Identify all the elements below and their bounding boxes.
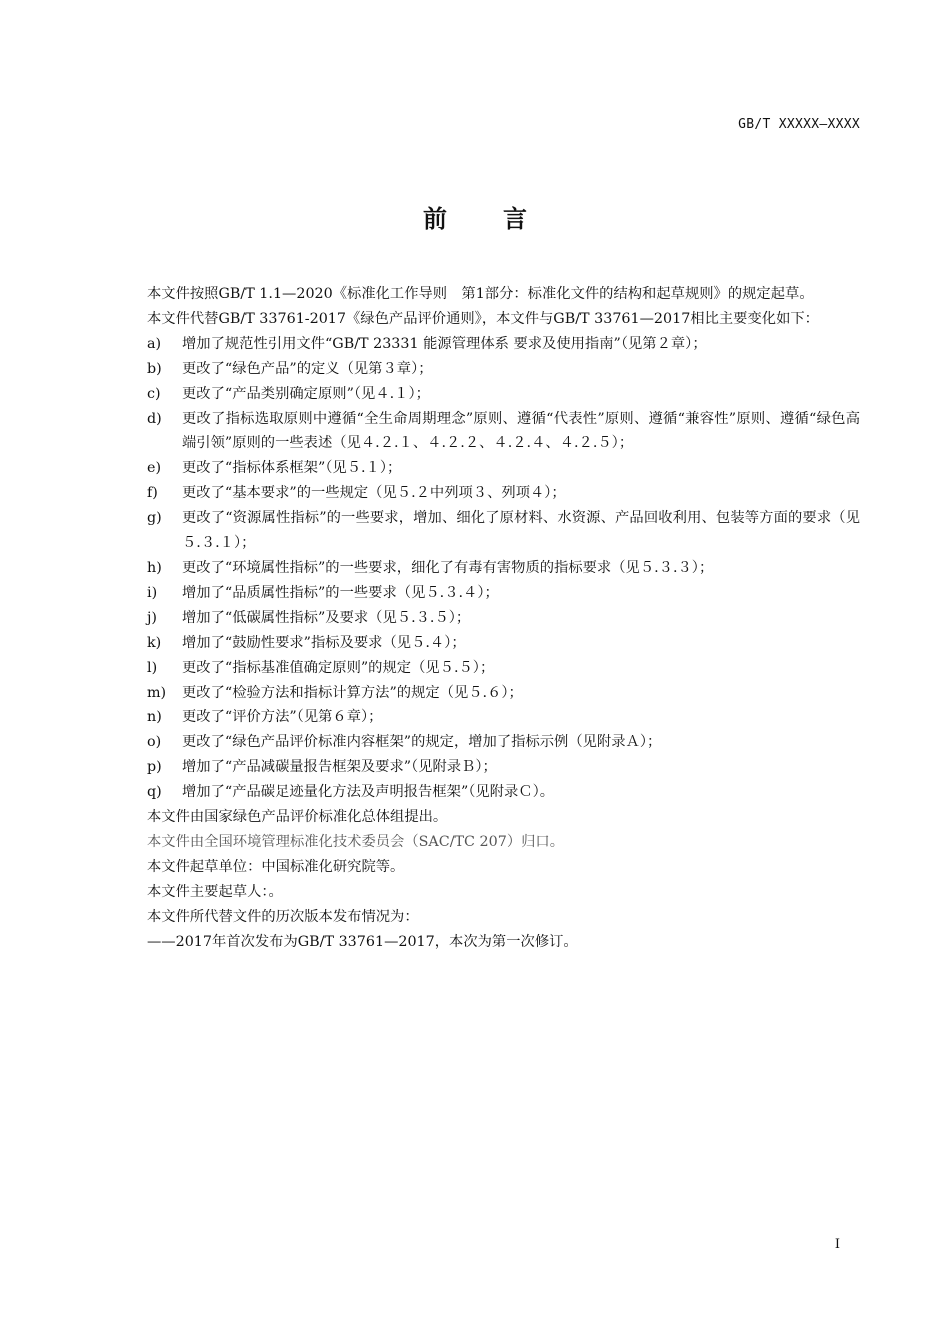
list-item-text: 更改了“绿色产品评价标准内容框架”的规定，增加了指标示例（见附录Ａ）； — [182, 734, 662, 751]
list-item-text: 更改了指标选取原则中遵循“全生命周期理念”原则、遵循“代表性”原则、遵循“兼容性”原则、遵循“绿色高端引领”原则的一些表述（见４.２.１、４.２.２、４.２.４、４.２.５）； — [182, 410, 860, 452]
list-marker: e) — [147, 460, 162, 477]
list-marker: o) — [147, 734, 162, 751]
list-item-text: 增加了“产品碳足迹量化方法及声明报告框架”（见附录Ｃ）。 — [182, 784, 555, 801]
list-marker: q) — [147, 784, 162, 801]
list-marker: b) — [147, 360, 162, 377]
list-item — [113, 556, 860, 581]
list-item — [113, 382, 860, 407]
list-item-text: 增加了规范性引用文件“GB/T 23331 能源管理体系 要求及使用指南”（见第２章）； — [182, 335, 707, 352]
list-item — [113, 581, 860, 606]
list-item-text: 更改了“产品类别确定原则”（见４.１）； — [182, 385, 430, 402]
list-item — [113, 631, 860, 656]
list-item — [113, 456, 860, 481]
list-item-text: 更改了“指标基准值确定原则”的规定（见５.５）； — [182, 659, 495, 676]
committee-statement: 本文件由全国环境管理标准化技术委员会（SAC/TC 207）归口。 — [147, 833, 565, 850]
page-number: I — [834, 1237, 840, 1252]
list-item — [113, 332, 860, 357]
drafters-statement: 本文件主要起草人：。 — [147, 883, 283, 900]
list-marker: a) — [147, 335, 162, 352]
list-marker: n) — [147, 709, 162, 726]
list-item — [113, 681, 860, 706]
list-marker: h) — [147, 559, 162, 576]
list-marker: p) — [147, 759, 162, 776]
list-item-text: 增加了“低碳属性指标”及要求（见５.３.５）； — [182, 609, 471, 626]
list-marker: j) — [147, 609, 158, 626]
list-marker: f) — [147, 485, 158, 502]
list-marker: m) — [147, 684, 167, 701]
list-marker: g) — [147, 510, 162, 527]
list-item-text: 更改了“指标体系框架”（见５.１）； — [182, 460, 402, 477]
list-item-text: 更改了“绿色产品”的定义（见第３章）； — [182, 360, 433, 377]
list-item — [113, 506, 860, 556]
list-item-text: 增加了“鼓励性要求”指标及要求（见５.４）； — [182, 634, 466, 651]
list-item-text: 更改了“基本要求”的一些规定（见５.２中列项３、列项４）； — [182, 485, 566, 502]
list-item — [113, 755, 860, 780]
list-item — [113, 780, 860, 805]
list-item-text: 更改了“评价方法”（见第６章）； — [182, 709, 383, 726]
proposer-statement: 本文件由国家绿色产品评价标准化总体组提出。 — [147, 809, 448, 826]
list-item — [113, 357, 860, 382]
drafting-units-statement: 本文件起草单位：中国标准化研究院等。 — [147, 858, 405, 875]
list-item-text: 增加了“品质属性指标”的一些要求（见５.３.４）； — [182, 584, 499, 601]
page-title: 前言 — [423, 205, 583, 233]
list-item — [113, 606, 860, 631]
list-item — [113, 481, 860, 506]
list-item-text: 更改了“资源属性指标”的一些要求，增加、细化了原材料、水资源、产品回收利用、包装等方面的要求（见５.３.１）； — [182, 510, 860, 552]
list-marker: i) — [147, 584, 158, 601]
history-intro: 本文件所代替文件的历次版本发布情况为： — [147, 908, 419, 925]
list-item — [113, 730, 860, 755]
foreword-body — [113, 282, 860, 954]
list-item — [113, 656, 860, 681]
list-marker: l) — [147, 659, 158, 676]
list-marker: k) — [147, 634, 162, 651]
list-marker: d) — [147, 410, 162, 427]
intro-paragraph-replacement: 本文件代替GB/T 33761-2017《绿色产品评价通则》，本文件与GB/T 33761—2017相比主要变化如下： — [147, 310, 819, 327]
list-item — [113, 407, 860, 457]
list-item-text: 更改了“检验方法和指标计算方法”的规定（见５.６）； — [182, 684, 523, 701]
history-item: ——2017年首次发布为GB/T 33761—2017，本次为第一次修订。 — [147, 933, 578, 950]
document-code: GB/T XXXXX—XXXX — [738, 117, 860, 132]
intro-paragraph-drafting-rules: 本文件按照GB/T 1.1—2020《标准化工作导则 第1部分：标准化文件的结构和起草规则》的规定起草。 — [147, 286, 814, 302]
list-item-text: 更改了“环境属性指标”的一些要求，细化了有毒有害物质的指标要求（见５.３.３）； — [182, 559, 714, 576]
changes-list — [113, 332, 860, 805]
list-item-text: 增加了“产品减碳量报告框架及要求”（见附录Ｂ）； — [182, 759, 497, 776]
list-marker: c) — [147, 385, 161, 402]
list-item — [113, 705, 860, 730]
